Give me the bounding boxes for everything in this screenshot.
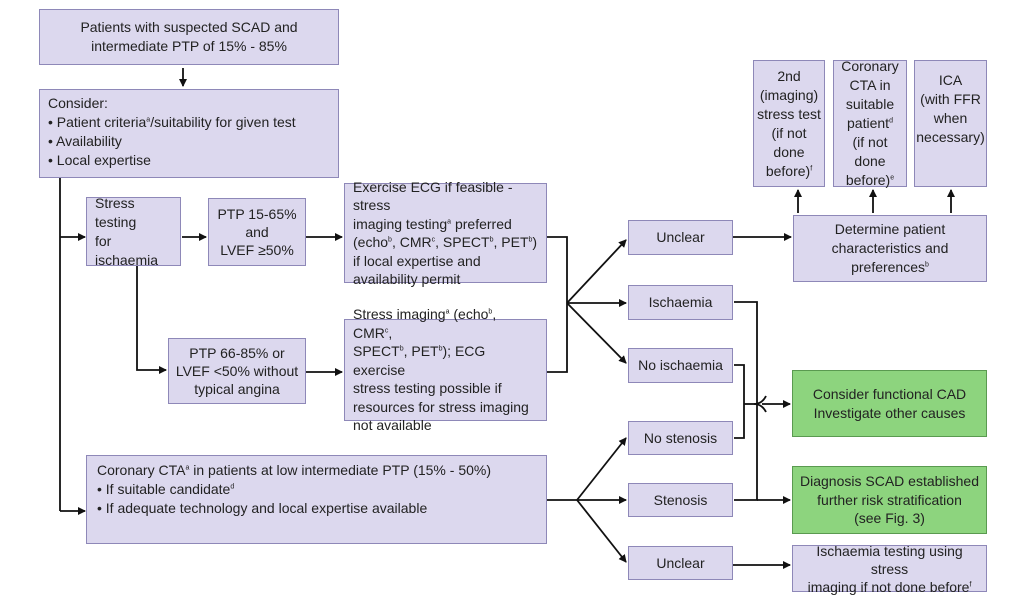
stress-imaging-l1c: , CMR xyxy=(353,306,497,341)
second-stress-last: before) xyxy=(765,162,811,179)
stress-imaging-l2a: SPECT xyxy=(353,343,400,360)
exercise-ecg-l3a: (echo xyxy=(353,234,389,250)
stress-imaging-box xyxy=(344,306,547,434)
second-stress-line-5: done xyxy=(773,143,805,160)
footnote-b: b xyxy=(489,236,494,244)
coronary-cta-suitable-line-2: CTA in xyxy=(849,77,891,93)
diagnosis-scad-box xyxy=(792,466,987,534)
stenosis-label: Stenosis xyxy=(653,491,708,508)
unclear-top-box xyxy=(628,220,733,255)
ica-line-1: ICA xyxy=(938,72,963,88)
coronary-cta-low-line-1 xyxy=(97,461,491,480)
stenosis-box xyxy=(628,483,733,517)
footnote-a: a xyxy=(185,464,190,472)
coronary-cta-low-l1a: Coronary CTA xyxy=(97,462,186,478)
start-box xyxy=(39,9,339,65)
arrow-to-no-stenosis xyxy=(577,438,626,500)
no-ischaemia-label: No ischaemia xyxy=(638,357,723,373)
ischaemia-testing-l2: imaging if not done before xyxy=(807,578,970,595)
consider-box xyxy=(39,89,339,178)
stress-imaging-line-1 xyxy=(353,305,538,342)
stress-imaging-line-3: stress testing possible if xyxy=(353,380,502,397)
footnote-b: b xyxy=(528,236,533,244)
footnote-b: b xyxy=(388,236,392,244)
merge-line xyxy=(547,237,567,372)
ischaemia-box xyxy=(628,285,733,320)
arrow-to-no-ischaemia xyxy=(567,303,626,363)
unclear-top-label: Unclear xyxy=(656,229,705,245)
determine-line-2: characteristics and xyxy=(831,240,949,256)
stress-testing-line-1: Stress testing xyxy=(95,194,137,230)
ptp-66-85-line-1: PTP 66-85% or xyxy=(189,345,285,361)
determine-box xyxy=(793,215,987,282)
ptp-15-65-line-1: PTP 15-65% xyxy=(217,206,297,222)
footnote-c: c xyxy=(384,327,389,335)
start-line-2: intermediate PTP of 15% - 85% xyxy=(91,38,287,54)
footnote-b: b xyxy=(399,345,404,353)
ischaemia-testing-box xyxy=(792,542,987,595)
footnote-a: a xyxy=(447,217,452,225)
coronary-cta-suitable-line-6 xyxy=(846,171,894,190)
exercise-ecg-l3e: ) xyxy=(532,234,538,250)
functional-cad-box xyxy=(792,370,987,437)
footnote-b: b xyxy=(438,345,443,353)
ica-box xyxy=(914,60,987,187)
exercise-ecg-line-5: availability permit xyxy=(353,271,461,287)
second-stress-line-4: (if not xyxy=(771,124,807,141)
stress-imaging-l1b: (echo xyxy=(449,306,489,323)
consider-item-expertise: • Local expertise xyxy=(48,152,151,168)
exercise-ecg-line-2 xyxy=(353,215,512,234)
coronary-cta-suitable-l4: patient xyxy=(847,115,890,131)
ischaemia-testing-line-1: Ischaemia testing using stress xyxy=(816,542,963,577)
footnote-d: d xyxy=(230,483,235,491)
ica-line-4: necessary) xyxy=(916,129,985,145)
ptp-15-65-line-2: and xyxy=(245,224,269,240)
arrow-to-unclear-top xyxy=(567,240,626,303)
diagnosis-scad-line-1: Diagnosis SCAD established xyxy=(800,473,979,490)
brace-curve-b xyxy=(754,404,766,412)
functional-cad-line-2: Investigate other causes xyxy=(813,404,966,421)
second-stress-line-6 xyxy=(766,162,812,181)
consider-item-criteria-a: • Patient criteria xyxy=(48,114,147,130)
ica-line-2: (with FFR xyxy=(920,91,981,107)
ischaemia-label: Ischaemia xyxy=(648,294,713,310)
determine-last: preferences xyxy=(851,259,926,275)
diagnosis-scad-line-2: further risk stratification xyxy=(817,491,962,508)
no-stenosis-label: No stenosis xyxy=(643,429,718,446)
coronary-cta-suitable-l6: before) xyxy=(845,172,891,188)
stress-imaging-l2c: ); ECG exercise xyxy=(353,343,486,378)
exercise-ecg-line-3 xyxy=(353,233,537,252)
diagnosis-scad-line-3: (see Fig. 3) xyxy=(854,510,925,527)
footnote-d: d xyxy=(889,117,893,125)
bracket-diagnosis xyxy=(734,302,757,500)
coronary-cta-low-line-2 xyxy=(97,480,234,499)
ptp-15-65-box xyxy=(208,198,306,266)
ptp-66-85-box xyxy=(168,338,306,404)
second-stress-line-3: stress test xyxy=(757,105,821,122)
exercise-ecg-line-1: Exercise ECG if feasible - stress xyxy=(353,178,513,213)
no-stenosis-box xyxy=(628,421,733,455)
exercise-ecg-line-4: if local expertise and xyxy=(353,252,481,269)
stress-imaging-l1d: , xyxy=(388,324,393,341)
footnote-f: f xyxy=(969,580,972,588)
stress-imaging-line-2 xyxy=(353,342,538,379)
footnote-b: b xyxy=(925,261,929,269)
stress-imaging-l1a: Stress imaging xyxy=(353,306,446,323)
ptp-15-65-line-3: LVEF ≥50% xyxy=(220,242,294,258)
arrow-to-ptp-66-85 xyxy=(137,266,166,370)
bracket-functional xyxy=(734,365,744,438)
footnote-f: f xyxy=(810,164,813,172)
stress-imaging-line-5: not available xyxy=(353,417,432,434)
determine-line-1: Determine patient xyxy=(834,221,946,237)
ica-line-3: when xyxy=(933,110,968,126)
second-stress-test-box xyxy=(753,60,825,187)
coronary-cta-low-l1b: in patients at low intermediate PTP (15% - 50%) xyxy=(189,462,492,478)
brace-curve-a xyxy=(754,396,766,404)
stress-imaging-line-4: resources for stress imaging xyxy=(353,398,529,415)
consider-title: Consider: xyxy=(48,95,108,111)
footnote-a: a xyxy=(146,116,151,124)
footnote-a: a xyxy=(445,308,450,316)
exercise-ecg-l2b: preferred xyxy=(451,215,512,232)
consider-item-availability: • Availability xyxy=(48,133,122,149)
start-line-1: Patients with suspected SCAD and xyxy=(80,19,298,35)
consider-item-criteria-b: /suitability for given test xyxy=(150,114,296,130)
functional-cad-line-1: Consider functional CAD xyxy=(812,385,967,402)
exercise-ecg-l3d: , PET xyxy=(493,234,529,250)
exercise-ecg-l2a: imaging testing xyxy=(353,215,448,232)
unclear-bottom-label: Unclear xyxy=(656,554,705,571)
coronary-cta-suitable-line-3: suitable xyxy=(845,96,895,112)
ptp-66-85-line-3: typical angina xyxy=(194,381,280,397)
coronary-cta-suitable-box xyxy=(833,60,907,187)
footnote-e: e xyxy=(890,174,895,182)
coronary-cta-suitable-line-5: (if not done xyxy=(852,134,888,169)
ischaemia-testing-line-2 xyxy=(808,578,972,596)
coronary-cta-suitable-line-1: Coronary xyxy=(841,58,899,74)
determine-line-3 xyxy=(851,258,929,277)
no-ischaemia-box xyxy=(628,348,733,383)
exercise-ecg-l3b: , CMR xyxy=(391,234,432,250)
arrow-to-unclear-bottom xyxy=(577,500,626,562)
second-stress-line-2: (imaging) xyxy=(759,86,819,103)
stress-testing-box xyxy=(86,194,181,268)
footnote-c: c xyxy=(431,236,436,244)
second-stress-line-1: 2nd xyxy=(777,67,801,84)
footnote-b: b xyxy=(488,308,493,316)
ptp-66-85-line-2: LVEF <50% without xyxy=(175,363,299,379)
stress-testing-line-2: for ischaemia xyxy=(95,232,159,268)
coronary-cta-low-l2a: • If suitable candidate xyxy=(97,481,231,497)
exercise-ecg-l3c: , SPECT xyxy=(435,234,490,250)
unclear-bottom-box xyxy=(628,546,733,580)
consider-item-criteria xyxy=(48,113,296,132)
coronary-cta-suitable-line-4 xyxy=(847,114,893,133)
coronary-cta-low-box xyxy=(86,455,547,544)
exercise-ecg-box xyxy=(344,178,547,287)
stress-imaging-l2b: , PET xyxy=(403,343,439,360)
coronary-cta-low-line-3: • If adequate technology and local expertise available xyxy=(97,500,428,516)
